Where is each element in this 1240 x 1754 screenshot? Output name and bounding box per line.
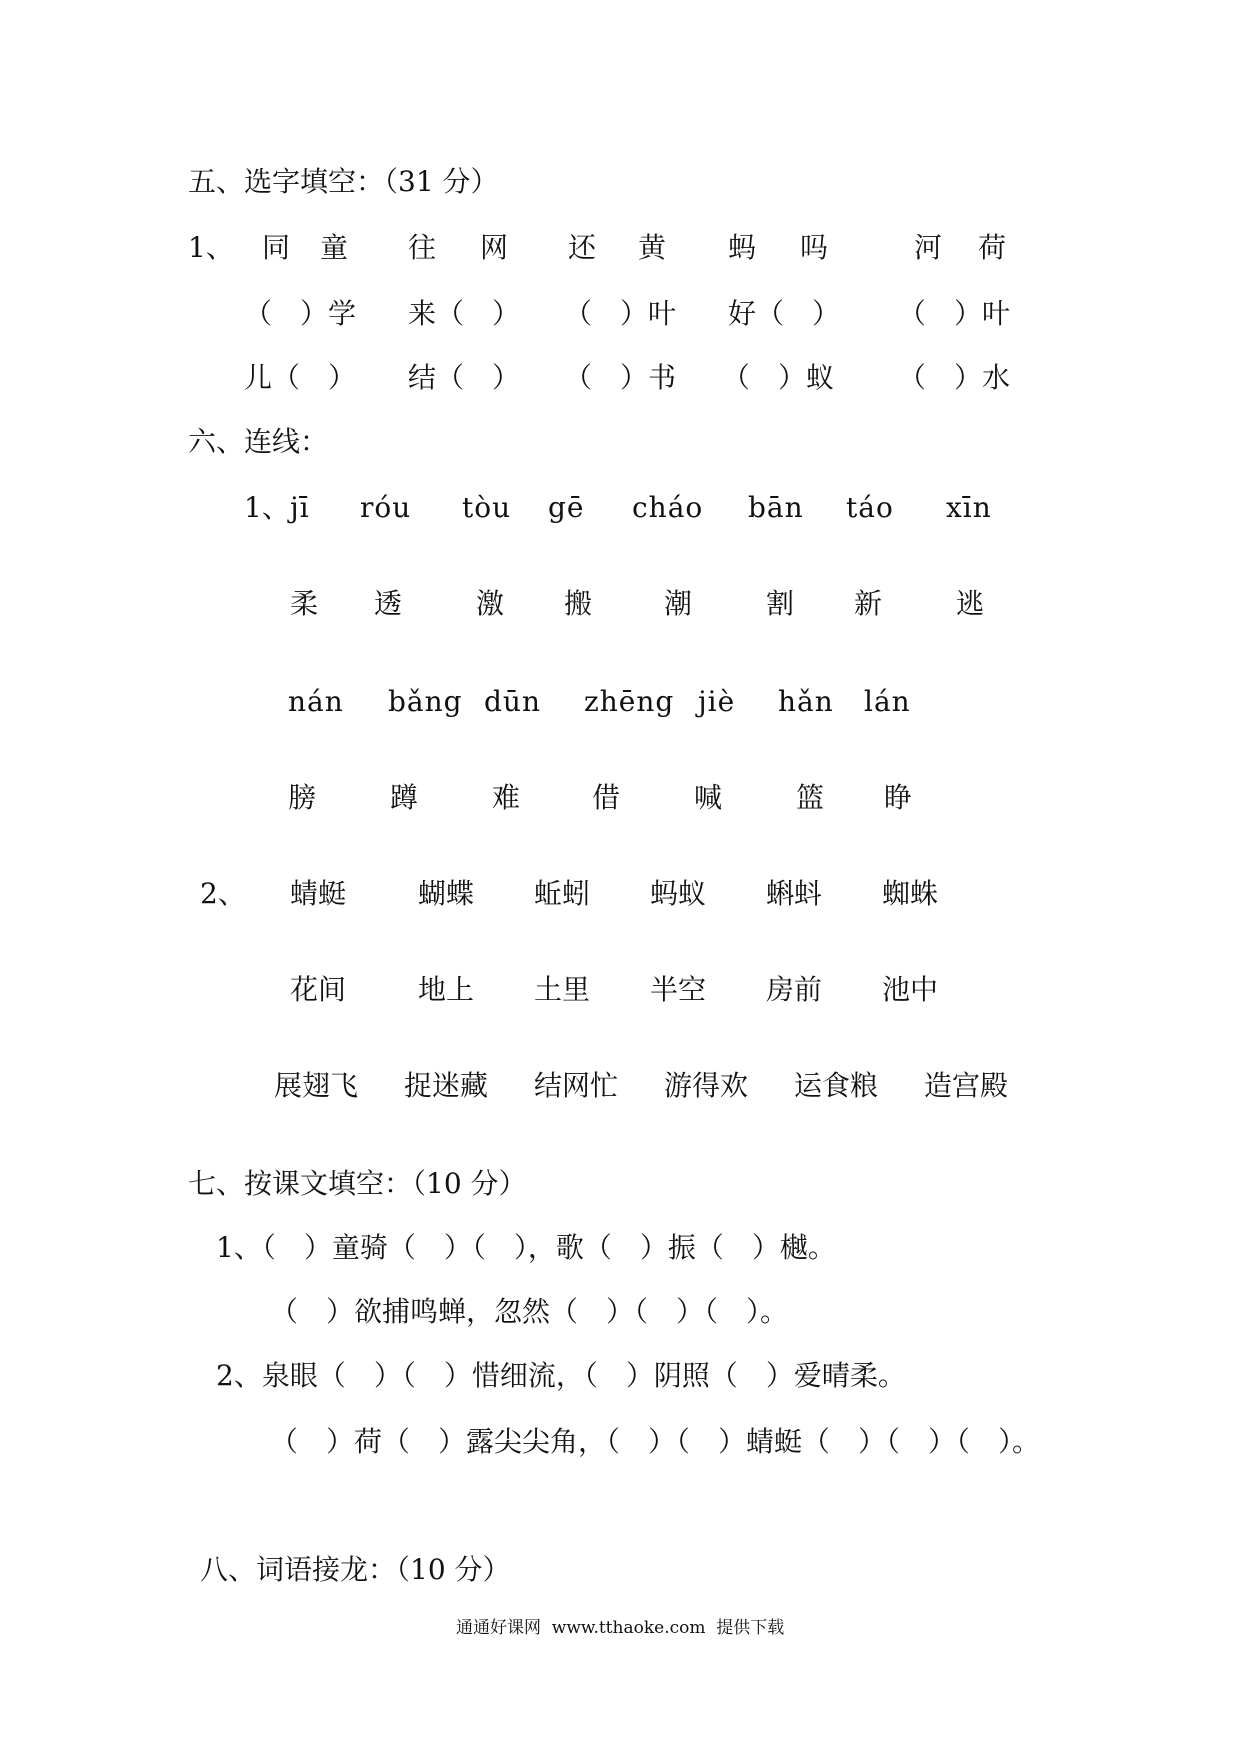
pinyin-item: lán <box>864 685 911 718</box>
pinyin-item: gē <box>548 491 585 524</box>
section-8-title: 八、词语接龙：（10 分） <box>200 1553 511 1586</box>
char-option: 河 <box>914 231 943 264</box>
place-word: 池中 <box>882 973 939 1006</box>
insect-word: 蝴蝶 <box>418 877 475 910</box>
pinyin-item: nán <box>288 685 344 718</box>
place-word: 花间 <box>290 973 347 1006</box>
pinyin-item: tòu <box>462 491 512 524</box>
fill-blank-item: （ ）水 <box>898 361 1011 394</box>
match-char: 割 <box>766 587 795 620</box>
char-option: 黄 <box>638 231 667 264</box>
poem-fill-line: 2、泉眼（ ）（ ）惜细流，（ ）阴照（ ）爱晴柔。 <box>216 1359 906 1392</box>
match-char: 逃 <box>956 587 985 620</box>
pinyin-item: cháo <box>632 491 704 524</box>
fill-blank-item: （ ）学 <box>244 297 357 330</box>
pinyin-item: jiè <box>698 685 736 718</box>
place-word: 地上 <box>418 973 475 1006</box>
insect-word: 蜘蛛 <box>882 877 939 910</box>
fill-blank-item: 儿（ ） <box>244 361 357 394</box>
section-5-title: 五、选字填空：（31 分） <box>188 165 499 198</box>
question-1-label: 1、 <box>188 231 234 264</box>
pinyin-item: xīn <box>946 491 992 524</box>
place-word: 土里 <box>534 973 591 1006</box>
match-char: 喊 <box>694 781 723 814</box>
char-option: 吗 <box>800 231 829 264</box>
match-char: 透 <box>374 587 403 620</box>
match-char: 篮 <box>796 781 825 814</box>
action-phrase: 结网忙 <box>534 1069 619 1102</box>
insect-word: 蚂蚁 <box>650 877 707 910</box>
pinyin-item: dūn <box>484 685 541 718</box>
match-char: 蹲 <box>390 781 419 814</box>
char-option: 童 <box>320 231 349 264</box>
pinyin-item: táo <box>846 491 894 524</box>
poem-fill-line: （ ）荷（ ）露尖尖角，（ ）（ ）蜻蜓（ ）（ ）（ ）。 <box>270 1425 1041 1458</box>
pinyin-item: jī <box>290 491 310 524</box>
insect-word: 蚯蚓 <box>534 877 591 910</box>
pinyin-item: bǎng <box>388 685 463 718</box>
char-option: 荷 <box>978 231 1007 264</box>
action-phrase: 展翅飞 <box>274 1069 359 1102</box>
action-phrase: 游得欢 <box>664 1069 749 1102</box>
insect-word: 蝌蚪 <box>766 877 823 910</box>
section-7-title: 七、按课文填空：（10 分） <box>188 1167 527 1200</box>
fill-blank-item: （ ）叶 <box>564 297 677 330</box>
fill-blank-item: 结（ ） <box>408 361 521 394</box>
action-phrase: 造宫殿 <box>924 1069 1009 1102</box>
place-word: 房前 <box>766 973 823 1006</box>
match-char: 潮 <box>664 587 693 620</box>
poem-fill-line: （ ）欲捕鸣蝉，忽然（ ）（ ）（ ）。 <box>270 1295 789 1328</box>
char-option: 往 <box>408 231 437 264</box>
match-char: 柔 <box>290 587 319 620</box>
char-option: 蚂 <box>728 231 757 264</box>
match-char: 搬 <box>564 587 593 620</box>
action-phrase: 运食粮 <box>794 1069 879 1102</box>
pinyin-item: hǎn <box>778 685 834 718</box>
match-char: 借 <box>592 781 621 814</box>
page-footer: 通通好课网 www.tthaoke.com 提供下载 <box>456 1618 785 1638</box>
pinyin-item: zhēng <box>584 685 675 718</box>
poem-fill-line: 1、（ ）童骑（ ）（ ），歌（ ）振（ ）樾。 <box>216 1231 836 1264</box>
question-1-label: 1、 <box>244 491 290 524</box>
match-char: 膀 <box>288 781 317 814</box>
fill-blank-item: （ ）书 <box>564 361 677 394</box>
fill-blank-item: （ ）蚁 <box>722 361 835 394</box>
pinyin-item: bān <box>748 491 804 524</box>
insect-word: 蜻蜓 <box>290 877 347 910</box>
place-word: 半空 <box>650 973 707 1006</box>
fill-blank-item: （ ）叶 <box>898 297 1011 330</box>
section-6-title: 六、连线： <box>188 425 329 458</box>
question-2-label: 2、 <box>200 877 246 910</box>
action-phrase: 捉迷藏 <box>404 1069 489 1102</box>
match-char: 激 <box>476 587 505 620</box>
char-option: 还 <box>568 231 597 264</box>
match-char: 难 <box>492 781 521 814</box>
char-option: 同 <box>262 231 291 264</box>
match-char: 新 <box>854 587 883 620</box>
pinyin-item: róu <box>360 491 412 524</box>
match-char: 睁 <box>884 781 913 814</box>
fill-blank-item: 好（ ） <box>728 297 841 330</box>
char-option: 网 <box>480 231 509 264</box>
fill-blank-item: 来（ ） <box>408 297 521 330</box>
